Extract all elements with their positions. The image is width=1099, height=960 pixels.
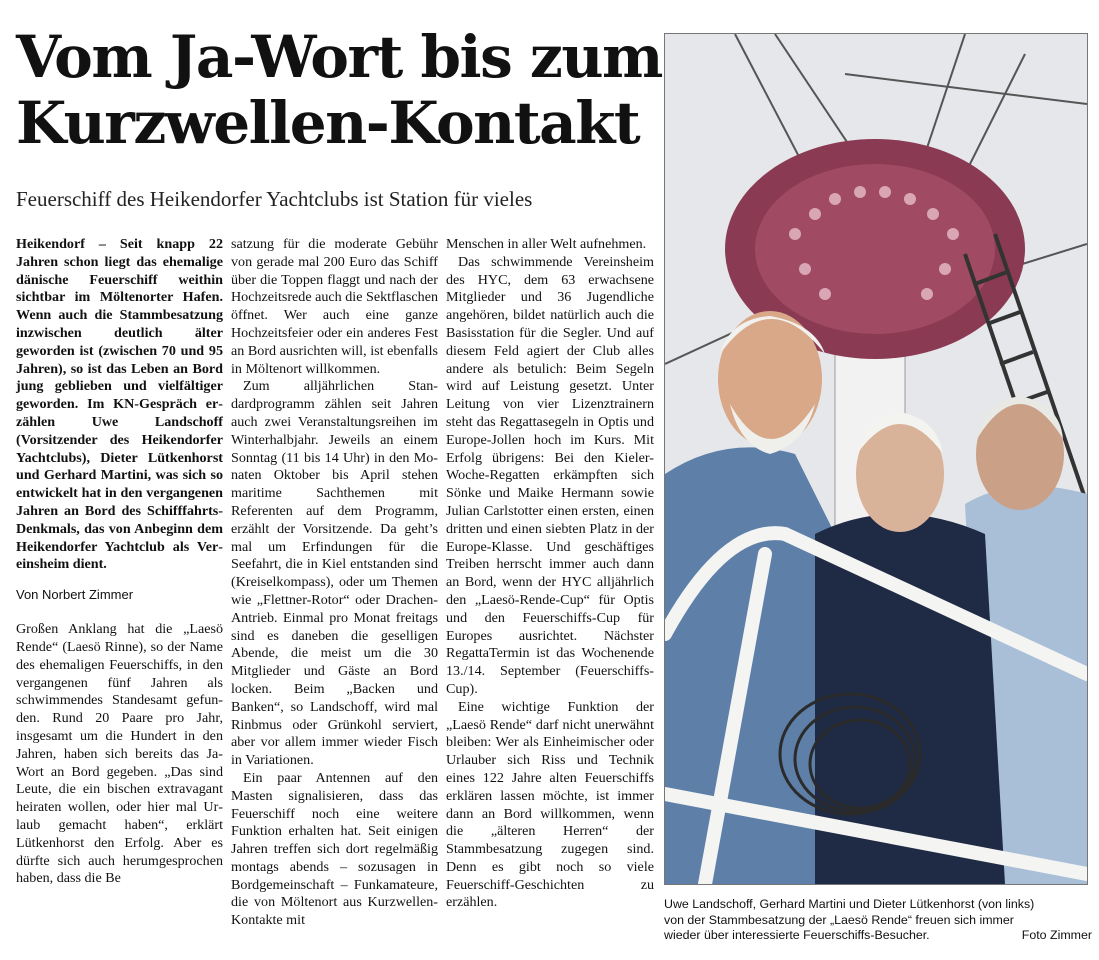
article-paragraph: Das schwimmende Vereinsheim des HYC, dem 63 erwachsene Mitglieder und 36 Jugendliche angehören, bildet natürlich auch die Basisstation für die Segler. Und auf diesem Feld agiert der Club alles andere als betulich: Beim Segeln wird auf Leistung gesetzt. Unter Leitung von vier Lizenztrainern steht das Regattasegeln in Optis und Europe-Jollen hoch im Kurs. Mit Erfolg übrigens: Bei den Kieler-Woche-Regatten erkämpften sich Sönke und Maike Hermann sowie Julian Carlstotter einen ersten, einen dritten und einen siebten Platz in der Europe-Klasse. Und geschäftiges Treiben herrscht immer auch dann an Bord, wenn der HYC alljährlich den „Laesö-Rende-Cup“ für Optis und den Feuerschiffs-Cup für Europes ausrichtet. Nächster RegattaTermin ist das Wochenende 13./14. September (Feuerschiffs-Cup). bbox=[446, 253, 654, 697]
article-paragraph: Zum alljährlichen Standardprogramm zählen seit Jahren auch zwei Veranstaltungsreihen im Winterhalbjahr. Jeweils an einem Sonntag (11 bis 14 Uhr) in den Monaten Oktober bis April stehen maritime Sachthemen mit Referenten auf dem Programm, erzählt der Vorsitzende. Da geht’s mal um Erfindungen für die Seefahrt, die in Kiel entstanden sind (Kreiselkompass), oder um Themen wie „Flettner-Rotor“ oder Drachen-Antrieb. Einmal pro Monat freitags sind es danеben die geselligen Abende, die meist um die 30 Mitglieder und Gäste an Bord locken. Beim „Backen und Banken“, so Landschoff, wird mal Rinbmus oder Grünkohl serviert, aber vor allem immer wieder Fisch in Variationen. bbox=[231, 378, 438, 769]
article-lead: Heikendorf – Seit knapp 22 Jahren schon liegt das ehemalige dänische Feuerschiff weithin sichtbar im Möltenorter Hafen. Wenn auch die Stammbesatzung inzwischen deutlich älter geworden ist (zwischen 70 und 95 Jahren), so ist das Leben an Bord jung geblieben und vielfältiger geworden. Im KN-Gespräch erzählen Uwe Landschoff (Vorsitzender des Heikendorfer Yachtclubs), Dieter Lütkenhorst und Gerhard Martini, was sich so entwickelt hat in den vergangenen Jahren an Bord des Schifffahrts-Denkmals, das von Anbeginn dem Heikendorfer Yachtclub als Vereinsheim dient. bbox=[16, 236, 223, 573]
photo-caption bbox=[664, 897, 1092, 944]
photo-credit: Foto Zimmer bbox=[1021, 928, 1092, 942]
article-column-1 bbox=[16, 236, 223, 888]
headline-line-1: Vom Ja-Wort bis zum bbox=[16, 23, 662, 91]
article-paragraph: Menschen in aller Welt aufnehmen. bbox=[446, 236, 647, 252]
caption-line-2: von der Stammbesatzung der „Laesö Rende“ freuen sich immer bbox=[664, 912, 1014, 927]
headline-line-2: Kurzwellen-Kontakt bbox=[16, 89, 640, 157]
article-byline: Von Norbert Zimmer bbox=[16, 587, 134, 603]
photo-lantern-inner bbox=[755, 164, 995, 334]
article-paragraph: Großen Anklang hat die „Laesö Rende“ (Laesö Rinne), so der Name des ehemaligen Feuerschiffs, in den vergangenen fünf Jahren als schwimmendes Standesamt gefunden. Rund 20 Paare pro Jahr, insgesamt um die Hundert in den Jahren, haben sich bereits das Ja-Wort an Bord gegeben. „Das sind Leute, die ein bischen extravagant heiraten wollen, oder hier mal Urlaub gemacht haben“, erklärt Lütkenhorst den Erfolg. Aber es dürfte sich auch herumgesprochen haben, dass die Be bbox=[16, 621, 223, 887]
photo-illustration bbox=[665, 34, 1087, 884]
caption-text: wieder über interessierte Feuerschiffs-Besucher. bbox=[664, 928, 930, 942]
article-column-2 bbox=[231, 236, 438, 930]
article-paragraph: Ein paar Antennen auf den Masten signalisieren, dass das Feuerschiff noch eine weitere Funktion erhalten hat. Seit einigen Jahren treffen sich dort regelmäßig montags abends – sozusagen in Bordgemeinschaft – Funkamateure, die von Möltenort aus Kurzwellen-Kontakte mit bbox=[231, 769, 438, 929]
article-paragraph: Eine wichtige Funktion der „Laesö Rende“ darf nicht unerwähnt bleiben: Wer als Einheimischer oder Urlauber sich Riss und Technik eines 122 Jahre alten Feuerschiffs erklären lassen möchte, ist immer dann an Bord willkommen, wenn die „älteren Herren“ der Stammbesatzung zugegen sind. Denn es gibt noch so viele Feuerschiff-Geschichten zu erzählen. bbox=[446, 698, 654, 911]
article-subheadline: Feuerschiff des Heikendorfer Yachtclubs ist Station für vieles bbox=[16, 187, 533, 211]
caption-line-1: Uwe Landschoff, Gerhard Martini und Dieter Lütkenhorst (von links) bbox=[664, 897, 1035, 911]
article-headline bbox=[16, 24, 666, 156]
caption-line-3 bbox=[664, 928, 1092, 944]
article-column-3 bbox=[446, 236, 654, 912]
article-photo bbox=[664, 33, 1088, 885]
article-paragraph: satzung für die moderate Gebühr von gerade mal 200 Euro das Schiff über die Toppen flaggt und nach der Hochzeitsrede auch die Sektflaschen öffnet. Wer auch eine ganze Hochzeitsfeier oder ein anderes Fest an Bord ausrichten will, ist ebenfalls in Möltenort willkommen. bbox=[231, 236, 439, 377]
